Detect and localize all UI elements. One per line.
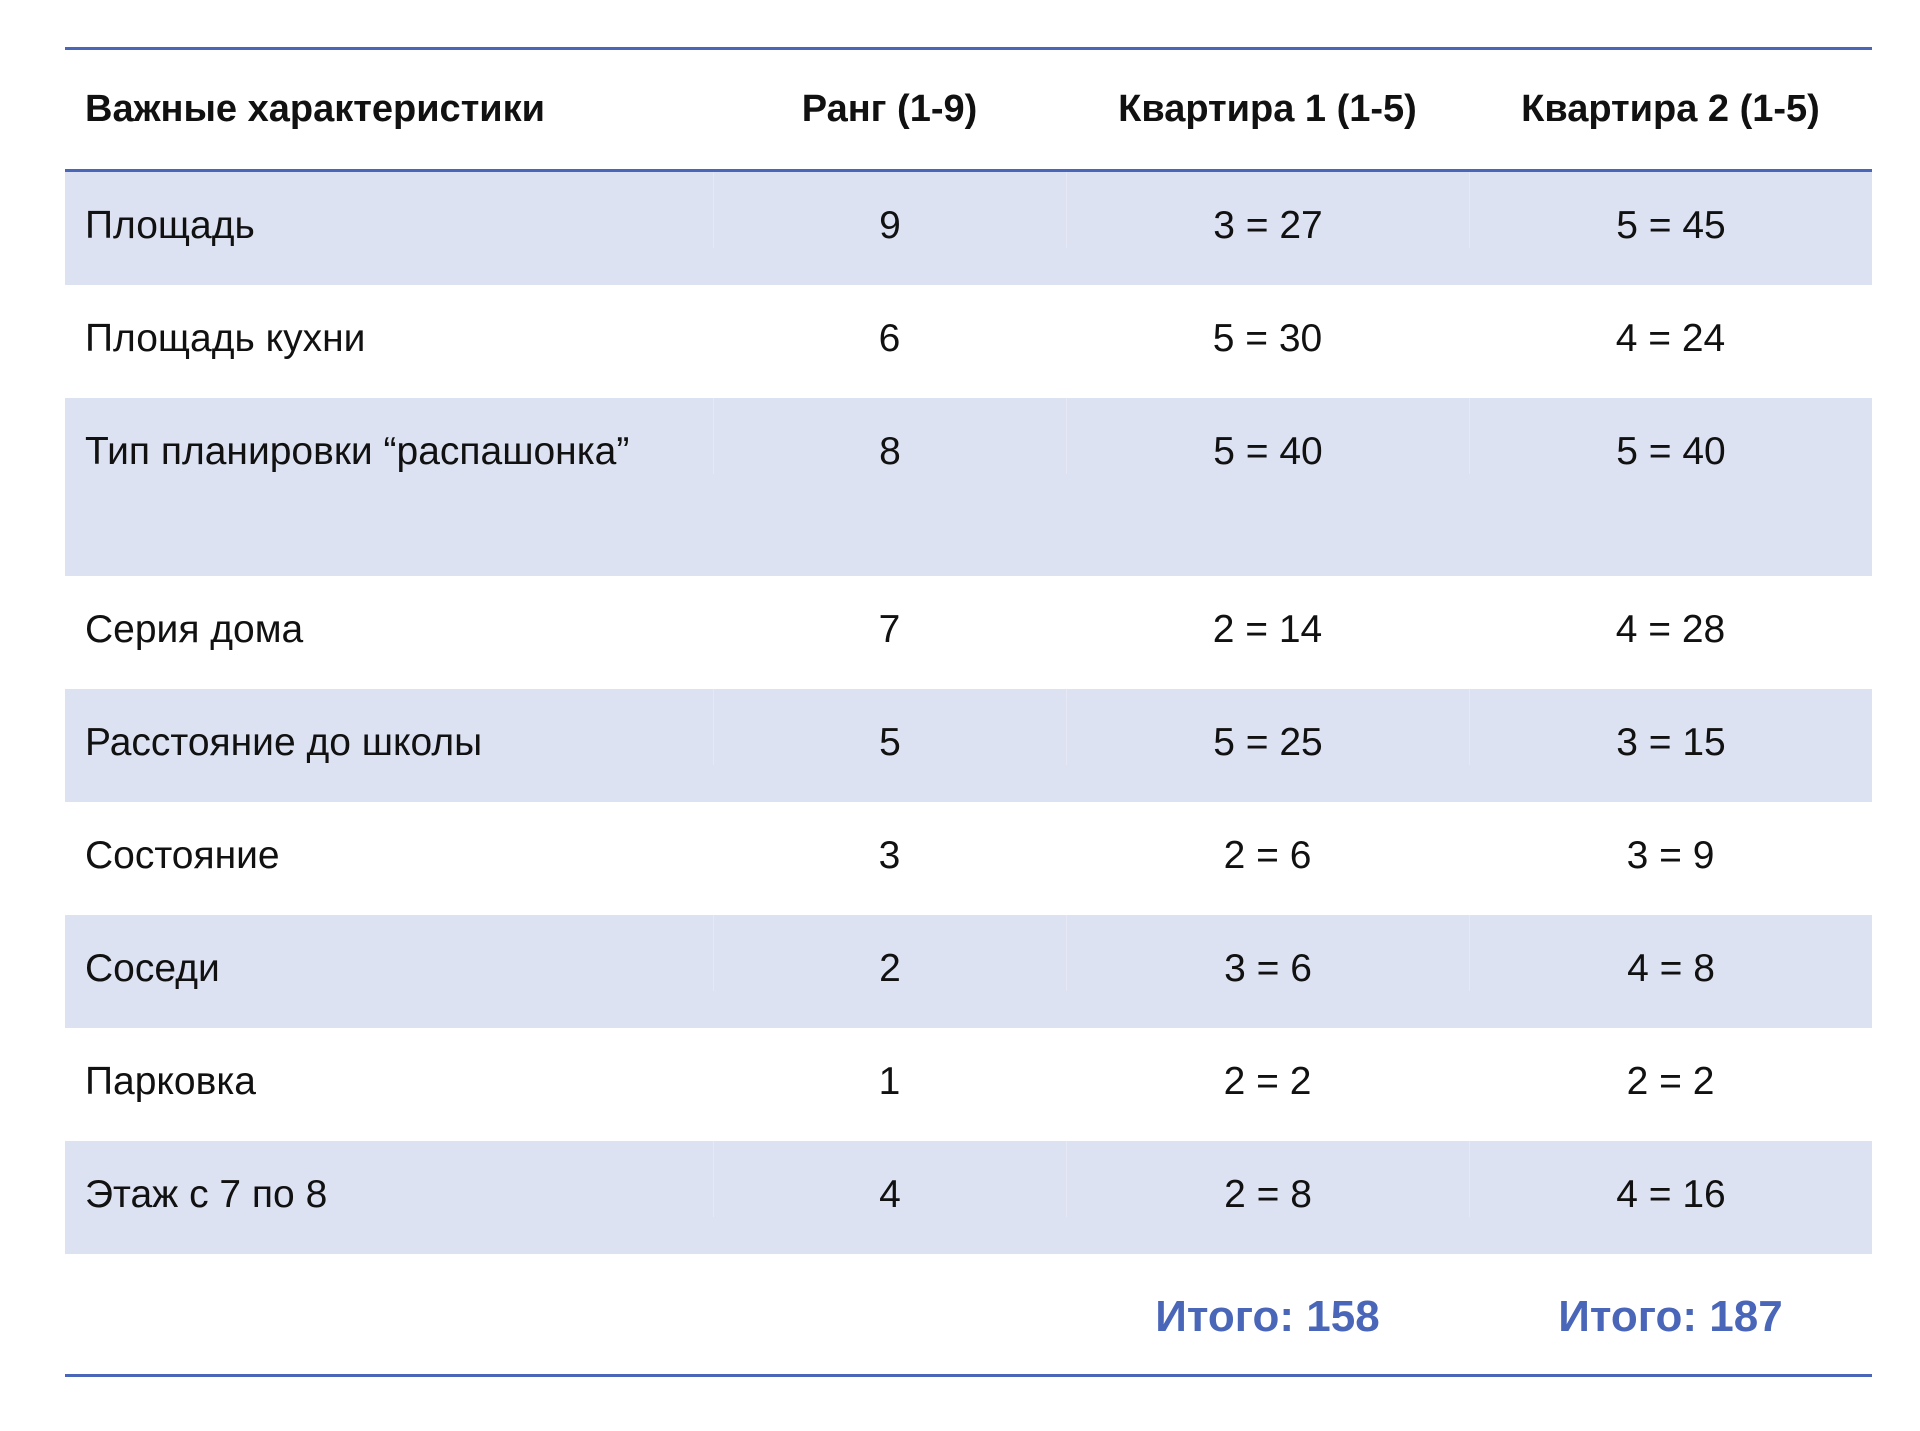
- row-apartment-2-score: 3 = 15: [1469, 689, 1872, 765]
- table-row: [65, 915, 1872, 1028]
- row-characteristic: Этаж с 7 по 8: [85, 1173, 328, 1216]
- row-characteristic: Состояние: [85, 834, 280, 877]
- table-header-row: [65, 50, 1872, 169]
- table-row: [65, 1141, 1872, 1254]
- column-header-apartment-1: Квартира 1 (1-5): [1118, 88, 1417, 130]
- row-apartment-2-score: 5 = 45: [1469, 172, 1872, 248]
- row-rank: 5: [713, 689, 1066, 765]
- row-apartment-1-score: 2 = 2: [1223, 1060, 1312, 1103]
- row-characteristic: Парковка: [85, 1060, 256, 1103]
- row-characteristic: Расстояние до школы: [85, 721, 483, 764]
- row-rank: 4: [713, 1141, 1066, 1217]
- table-row: [65, 802, 1872, 915]
- table-row: [65, 285, 1872, 398]
- comparison-table: [65, 47, 1872, 1377]
- row-rank: 9: [713, 172, 1066, 248]
- row-apartment-2-score: 4 = 24: [1615, 317, 1726, 360]
- row-rank: 2: [713, 915, 1066, 991]
- table-row: [65, 576, 1872, 689]
- row-apartment-2-score: 4 = 16: [1469, 1141, 1872, 1217]
- totals-row: [65, 1254, 1872, 1374]
- column-header-apartment-2: Квартира 2 (1-5): [1521, 88, 1820, 130]
- row-rank: 1: [878, 1060, 901, 1103]
- table-row: [65, 689, 1872, 802]
- row-apartment-1-score: 2 = 14: [1212, 608, 1323, 651]
- apartment-1-total: Итого: 158: [1155, 1292, 1380, 1341]
- row-characteristic: Площадь: [85, 204, 255, 247]
- table-row: [65, 1028, 1872, 1141]
- row-apartment-1-score: 5 = 30: [1212, 317, 1323, 360]
- row-characteristic: Серия дома: [85, 608, 304, 651]
- row-apartment-1-score: 5 = 40: [1066, 398, 1469, 474]
- row-apartment-2-score: 3 = 9: [1626, 834, 1715, 877]
- row-rank: 6: [878, 317, 901, 360]
- totals-empty-cell: [65, 1254, 713, 1292]
- row-apartment-2-score: 4 = 28: [1615, 608, 1726, 651]
- row-apartment-1-score: 3 = 27: [1066, 172, 1469, 248]
- row-rank: 3: [878, 834, 901, 877]
- table-row: [65, 172, 1872, 285]
- row-characteristic: Площадь кухни: [85, 317, 366, 360]
- row-rank: 7: [878, 608, 901, 651]
- row-apartment-1-score: 5 = 25: [1066, 689, 1469, 765]
- row-apartment-2-score: 5 = 40: [1469, 398, 1872, 474]
- column-header-rank: Ранг (1-9): [801, 88, 978, 130]
- row-apartment-1-score: 3 = 6: [1066, 915, 1469, 991]
- row-apartment-2-score: 2 = 2: [1626, 1060, 1715, 1103]
- table-bottom-rule: [65, 1374, 1872, 1377]
- row-apartment-2-score: 4 = 8: [1469, 915, 1872, 991]
- apartment-2-total: Итого: 187: [1558, 1292, 1783, 1341]
- row-apartment-1-score: 2 = 6: [1223, 834, 1312, 877]
- row-rank: 8: [713, 398, 1066, 474]
- table-row: [65, 398, 1872, 576]
- row-apartment-1-score: 2 = 8: [1066, 1141, 1469, 1217]
- row-characteristic: Соседи: [85, 947, 220, 990]
- row-characteristic: Тип планировки “распашонка”: [85, 430, 630, 473]
- totals-empty-cell: [713, 1254, 1066, 1292]
- column-header-characteristics: Важные характеристики: [85, 88, 546, 130]
